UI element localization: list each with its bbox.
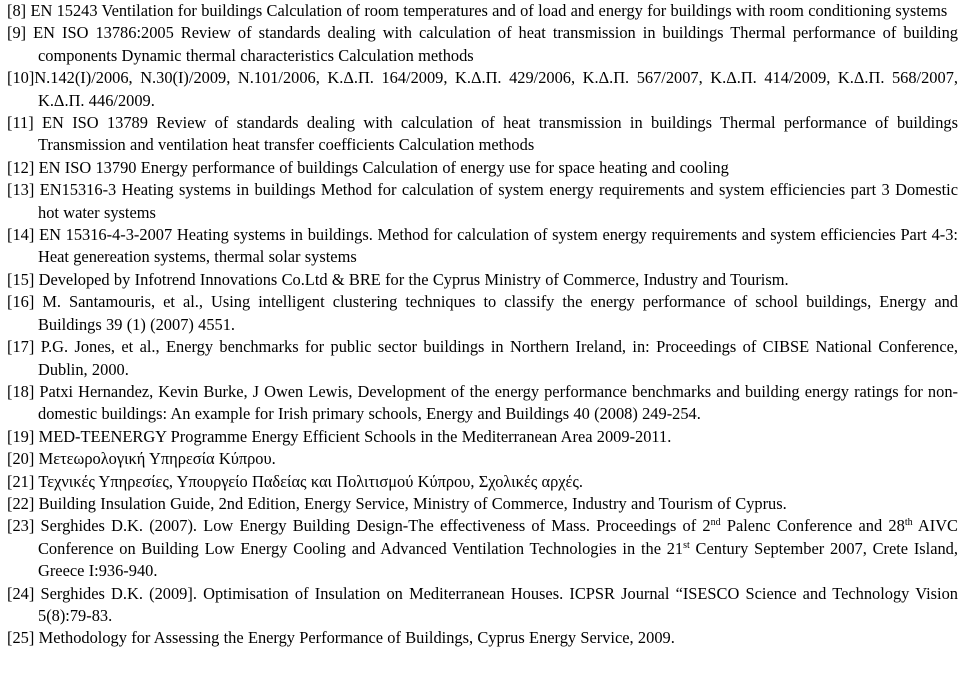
reference-item-13 <box>7 179 958 224</box>
reference-item-9 <box>7 22 958 67</box>
reference-text-part: AIVC Conference on Building Low Energy Cooling and Advanced Ventilation Technologies in the 21 <box>38 516 958 558</box>
reference-text: P.G. Jones, et al., Energy benchmarks for public sector buildings in Northern Ireland, in: Proceedings of CIBSE National Conference, Dublin, 2000. <box>38 337 958 379</box>
reference-item-19 <box>7 426 958 448</box>
reference-item-14 <box>7 224 958 269</box>
reference-text: Methodology for Assessing the Energy Performance of Buildings, Cyprus Energy Service, 2009. <box>38 628 675 648</box>
reference-text: Μετεωρολογική Υπηρεσία Κύπρου. <box>38 449 276 469</box>
reference-text: Patxi Hernandez, Kevin Burke, J Owen Lewis, Development of the energy performance benchmarks and building energy ratings for non-domestic buildings: An example for Irish primary schools, Energy and Buildings 40 (2008) 249-254. <box>38 381 958 424</box>
reference-number: [19] <box>7 426 35 446</box>
reference-number: [11] <box>7 113 34 133</box>
reference-text: Serghides D.K. (2009]. Optimisation of Insulation on Mediterranean Houses. ICPSR Journal “ISESCO Science and Technology Vision 5(8):79-83. <box>38 583 958 625</box>
reference-item-22 <box>7 493 958 515</box>
reference-item-25 <box>7 627 958 649</box>
reference-number: [9] <box>7 23 27 43</box>
reference-item-18 <box>7 381 958 426</box>
reference-text: Developed by Infotrend Innovations Co.Ltd & BRE for the Cyprus Ministry of Commerce, Industry and Tourism. <box>38 269 789 289</box>
reference-list <box>7 0 958 650</box>
reference-number: [18] <box>7 381 35 401</box>
reference-text: EN 15316-4-3-2007 Heating systems in buildings. Method for calculation of system energy requirements and system efficiencies Part 4-3: Heat genereation systems, thermal solar systems <box>38 225 958 267</box>
reference-text-part: Century September 2007, Crete Island, Greece I:936-940. <box>38 538 958 581</box>
reference-text: N.142(I)/2006, N.30(I)/2009, N.101/2006, Κ.Δ.Π. 164/2009, Κ.Δ.Π. 429/2006, Κ.Δ.Π. 567/2007, Κ.Δ.Π. 414/2009, Κ.Δ.Π. 568/2007, Κ.Δ.Π. 446/2009. <box>34 68 958 110</box>
reference-text: Τεχνικές Υπηρεσίες, Υπουργείο Παδείας και Πολιτισμού Κύπρου, Σχολικές αρχές. <box>38 471 584 491</box>
reference-text: EN15316-3 Heating systems in buildings Method for calculation of system energy requirements and system efficiencies part 3 Domestic hot water systems <box>38 180 958 222</box>
reference-text: Building Insulation Guide, 2nd Edition, Energy Service, Ministry of Commerce, Industry and Tourism of Cyprus. <box>38 493 787 513</box>
reference-number: [22] <box>7 493 35 513</box>
reference-number: [21] <box>7 471 35 491</box>
reference-item-11 <box>7 112 958 157</box>
reference-number: [16] <box>7 292 35 312</box>
reference-number: [24] <box>7 583 35 603</box>
ordinal-superscript: st <box>683 539 690 551</box>
reference-item-10 <box>7 67 958 112</box>
reference-number: [25] <box>7 628 35 648</box>
reference-number: [17] <box>7 337 35 357</box>
reference-text: MED-TEENERGY Programme Energy Efficient Schools in the Mediterranean Area 2009-2011. <box>38 426 672 446</box>
reference-text: EN ISO 13786:2005 Review of standards dealing with calculation of heat transmission in buildings Thermal performance of building components Dynamic thermal characteristics Calculation methods <box>33 23 958 65</box>
reference-number: [12] <box>7 157 35 177</box>
reference-item-17 <box>7 336 958 381</box>
reference-number: [10] <box>7 68 35 88</box>
reference-item-16 <box>7 291 958 336</box>
ordinal-superscript: nd <box>710 517 721 529</box>
ordinal-superscript: th <box>904 517 913 529</box>
reference-text: M. Santamouris, et al., Using intelligent clustering techniques to classify the energy performance of school buildings, Energy and Buildings 39 (1) (2007) 4551. <box>38 292 958 334</box>
reference-text: EN ISO 13789 Review of standards dealing with calculation of heat transmission in buildings Thermal performance of buildings Transmission and ventilation heat transfer coefficients Calculation methods <box>38 113 958 155</box>
reference-number: [20] <box>7 449 35 469</box>
reference-item-15 <box>7 269 958 291</box>
reference-text: EN ISO 13790 Energy performance of buildings Calculation of energy use for space heating and cooling <box>38 157 729 177</box>
reference-item-21 <box>7 471 958 493</box>
reference-item-24 <box>7 583 958 628</box>
reference-text-part: Palenc Conference and 28 <box>720 516 905 536</box>
reference-number: [23] <box>7 516 35 536</box>
reference-text: EN 15243 Ventilation for buildings Calculation of room temperatures and of load and energy for buildings with room conditioning systems <box>30 1 948 20</box>
reference-item-20 <box>7 448 958 470</box>
reference-item-8 <box>7 0 958 22</box>
reference-number: [8] <box>7 1 27 20</box>
reference-number: [13] <box>7 180 35 200</box>
reference-number: [15] <box>7 269 35 289</box>
reference-number: [14] <box>7 225 35 245</box>
reference-item-23 <box>7 515 958 582</box>
reference-item-12 <box>7 157 958 179</box>
reference-text-part: Serghides D.K. (2007). Low Energy Building Design-The effectiveness of Mass. Proceedings of 2 <box>40 516 711 536</box>
